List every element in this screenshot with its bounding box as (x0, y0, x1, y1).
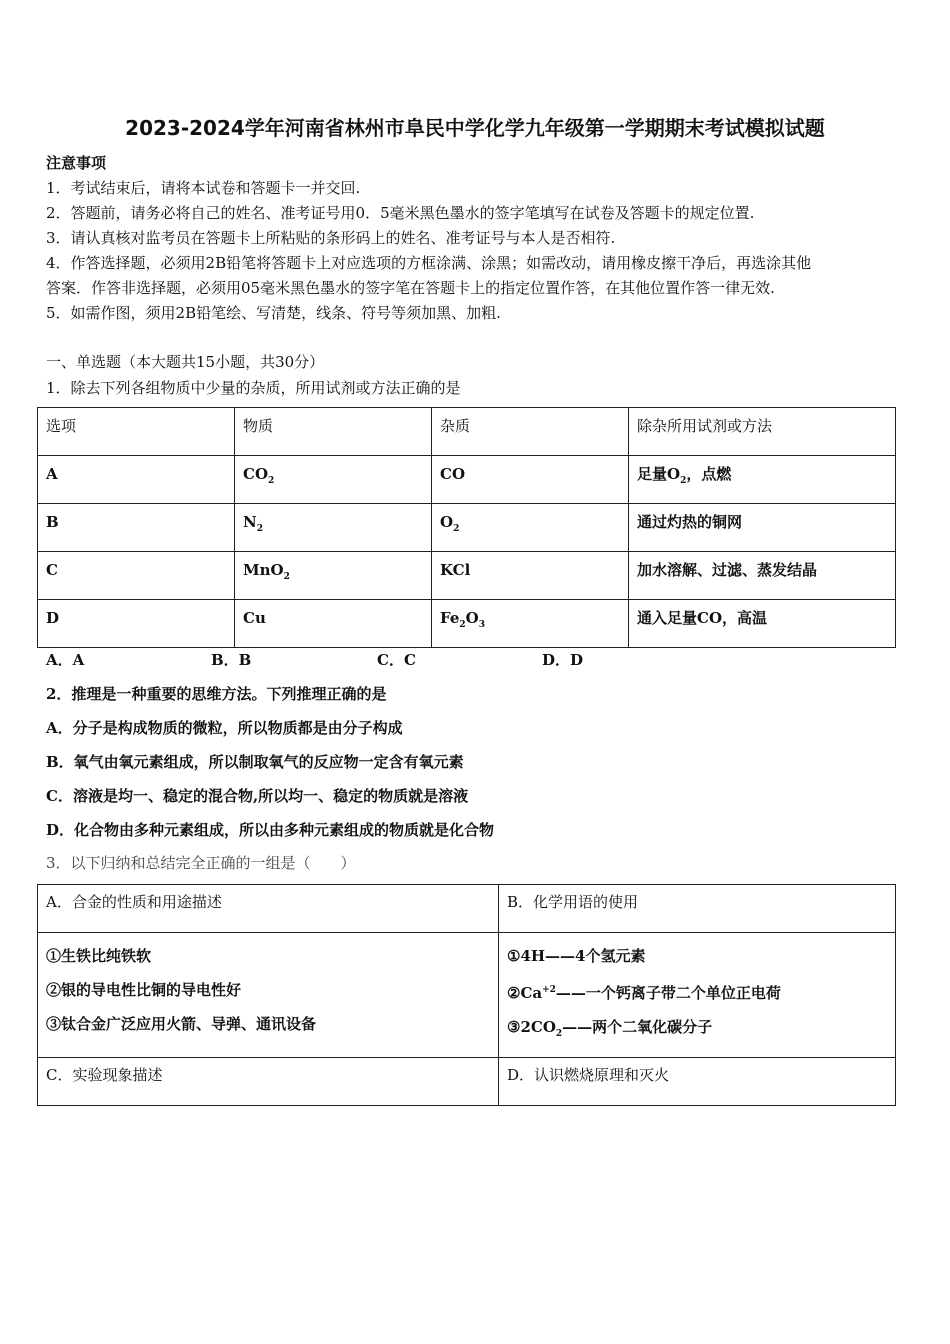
group-b-items (499, 933, 896, 1058)
substance-cell: MnO$_2$ (235, 552, 432, 600)
substance-cell: $CO_2$ (235, 456, 432, 504)
note-item: 3．请认真核对监考员在答题卡上所粘贴的条形码上的姓名、准考证号与本人是否相符. (46, 229, 616, 247)
impurity-cell: CO (432, 456, 629, 504)
list-item: ②银的导电性比铜的导电性好 (46, 981, 242, 999)
header-cell: 除杂所用试剂或方法 (629, 408, 896, 456)
option-cell: C (38, 552, 235, 600)
table-row (38, 456, 896, 504)
question-2-stem: 2．推理是一种重要的思维方法。下列推理正确的是 (46, 685, 387, 703)
section-heading: 一、单选题（本大题共15小题，共30分） (46, 353, 325, 371)
group-a-title: A．合金的性质和用途描述 (38, 885, 499, 933)
option-cell: B (38, 504, 235, 552)
answer-option-c: C．C (377, 651, 416, 669)
question-3-stem: 3．以下归纳和总结完全正确的一组是（ ） (46, 854, 356, 872)
table-row (38, 552, 896, 600)
impurity-cell: $O_2$ (432, 504, 629, 552)
list-item: ①生铁比纯铁软 (46, 947, 152, 965)
substance-cell: Cu (235, 600, 432, 648)
table-row (38, 504, 896, 552)
option-cell: D (38, 600, 235, 648)
table-row (38, 1058, 896, 1106)
answer-option-d: D．D (542, 651, 584, 669)
answer-option: C．溶液是均一、稳定的混合物,所以均一、稳定的物质就是溶液 (46, 787, 469, 805)
note-item: 5．如需作图，须用2B铅笔绘、写清楚，线条、符号等须加黑、加粗. (46, 304, 501, 322)
notes-heading: 注意事项 (46, 154, 107, 172)
answer-option: A．分子是构成物质的微粒，所以物质都是由分子构成 (46, 719, 403, 737)
answer-option: B．氧气由氧元素组成，所以制取氧气的反应物一定含有氧元素 (46, 753, 464, 771)
answer-option-a: A．A (46, 651, 85, 669)
option-cell: A (38, 456, 235, 504)
table-row (38, 933, 896, 1058)
note-item: 2．答题前，请务必将自己的姓名、准考证号用0．5毫米黑色墨水的签字笔填写在试卷及答题卡的规定位置. (46, 204, 755, 222)
table-row (38, 600, 896, 648)
header-cell: 选项 (38, 408, 235, 456)
question-1-table (37, 407, 896, 648)
table-header-row (38, 408, 896, 456)
list-item: ①4H——4个氢元素 (507, 947, 646, 965)
header-cell: 物质 (235, 408, 432, 456)
question-3-table (37, 884, 896, 1106)
list-item: ③钛合金广泛应用火箭、导弹、通讯设备 (46, 1015, 317, 1033)
method-cell: 加水溶解、过滤、蒸发结晶 (629, 552, 896, 600)
method-cell: 通入足量CO，高温 (629, 600, 896, 648)
group-c-title: C．实验现象描述 (38, 1058, 499, 1106)
note-item: 1．考试结束后，请将本试卷和答题卡一并交回. (46, 179, 361, 197)
group-d-title: D．认识燃烧原理和灭火 (499, 1058, 896, 1106)
method-cell: 通过灼热的铜网 (629, 504, 896, 552)
substance-cell: $N_2$ (235, 504, 432, 552)
header-cell: 杂质 (432, 408, 629, 456)
page-title: 2023-2024学年河南省林州市阜民中学化学九年级第一学期期末考试模拟试题 (125, 116, 825, 140)
impurity-cell: $Fe_2O_3$ (432, 600, 629, 648)
table-row (38, 885, 896, 933)
question-1-stem: 1．除去下列各组物质中少量的杂质，所用试剂或方法正确的是 (46, 379, 461, 397)
answer-option: D．化合物由多种元素组成，所以由多种元素组成的物质就是化合物 (46, 821, 495, 839)
answer-option-b: B．B (211, 651, 252, 669)
list-item: $③2CO_2——$两个二氧化碳分子 (507, 1018, 713, 1039)
note-item: 答案．作答非选择题，必须用05毫米黑色墨水的签字笔在答题卡上的指定位置作答，在其他位置作答一律无效. (46, 279, 775, 297)
method-cell: 足量$O_2$，点燃 (629, 456, 896, 504)
list-item: $②Ca^{+2}——$一个钙离子带二个单位正电荷 (507, 984, 781, 1002)
group-a-items (38, 933, 499, 1058)
group-b-title: B．化学用语的使用 (499, 885, 896, 933)
note-item: 4．作答选择题，必须用2B铅笔将答题卡上对应选项的方框涂满、涂黑；如需改动，请用橡皮擦干净后，再选涂其他 (46, 254, 812, 272)
impurity-cell: KCl (432, 552, 629, 600)
